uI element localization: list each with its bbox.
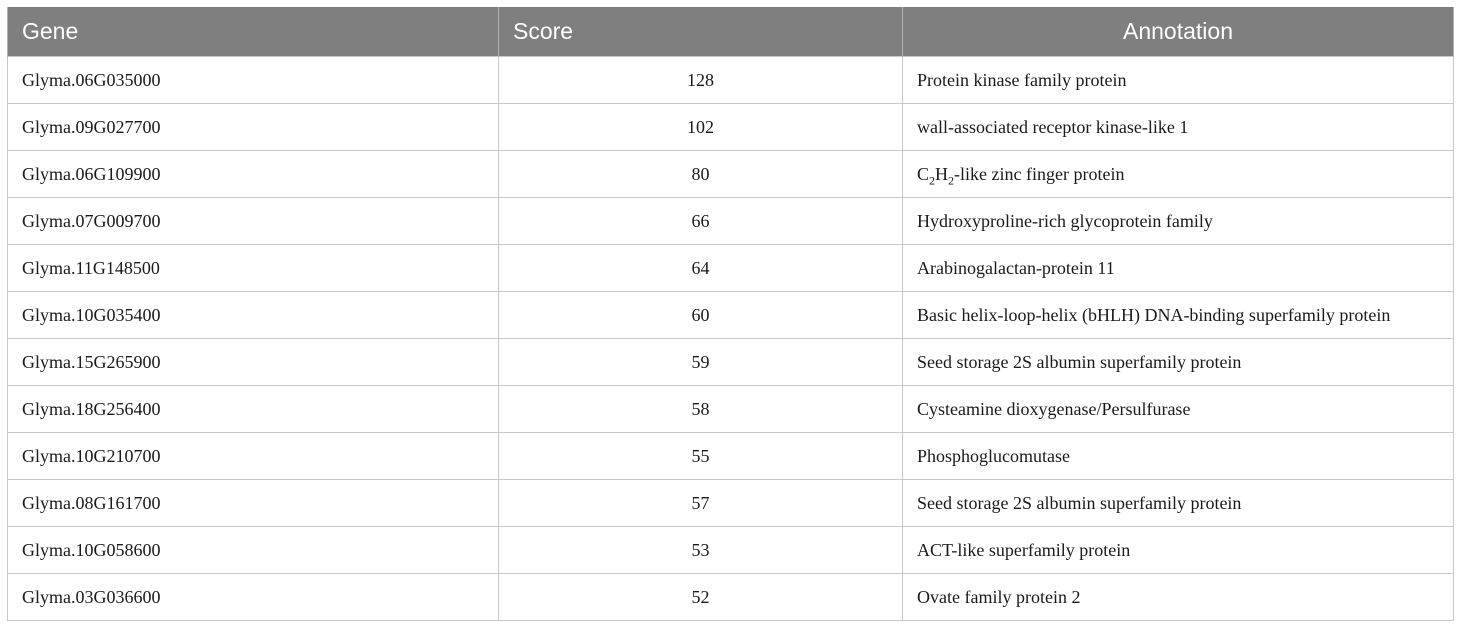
gene-cell: Glyma.10G058600 — [8, 527, 499, 574]
table-row — [8, 527, 1454, 574]
annotation-cell: Basic helix-loop-helix (bHLH) DNA-binding superfamily protein — [903, 292, 1454, 339]
table-row — [8, 104, 1454, 151]
score-cell: 53 — [499, 527, 903, 574]
table-row — [8, 245, 1454, 292]
score-cell: 58 — [499, 386, 903, 433]
table-row — [8, 198, 1454, 245]
gene-cell: Glyma.03G036600 — [8, 574, 499, 621]
table-row — [8, 151, 1454, 198]
score-cell: 102 — [499, 104, 903, 151]
annotation-c: C — [917, 163, 930, 184]
gene-cell: Glyma.10G210700 — [8, 433, 499, 480]
annotation-cell — [903, 151, 1454, 198]
score-cell: 55 — [499, 433, 903, 480]
table-row — [8, 386, 1454, 433]
gene-cell: Glyma.06G035000 — [8, 57, 499, 104]
table-row — [8, 57, 1454, 104]
score-cell: 64 — [499, 245, 903, 292]
score-cell: 66 — [499, 198, 903, 245]
table-row — [8, 480, 1454, 527]
annotation-cell: Protein kinase family protein — [903, 57, 1454, 104]
score-cell: 59 — [499, 339, 903, 386]
annotation-cell: Seed storage 2S albumin superfamily protein — [903, 480, 1454, 527]
annotation-cell: Cysteamine dioxygenase/Persulfurase — [903, 386, 1454, 433]
annotation-subscript-1: 2 — [929, 173, 936, 188]
column-header-annotation: Annotation — [903, 7, 1454, 57]
annotation-subscript-2: 2 — [948, 173, 955, 188]
annotation-cell: ACT-like superfamily protein — [903, 527, 1454, 574]
gene-cell: Glyma.15G265900 — [8, 339, 499, 386]
score-cell: 80 — [499, 151, 903, 198]
annotation-cell: Phosphoglucomutase — [903, 433, 1454, 480]
gene-cell: Glyma.11G148500 — [8, 245, 499, 292]
column-header-score: Score — [499, 7, 903, 57]
gene-cell: Glyma.07G009700 — [8, 198, 499, 245]
table-header-row — [8, 7, 1454, 57]
table-row — [8, 292, 1454, 339]
gene-score-table — [7, 7, 1454, 621]
gene-cell: Glyma.09G027700 — [8, 104, 499, 151]
table-row — [8, 339, 1454, 386]
score-cell: 60 — [499, 292, 903, 339]
score-cell: 128 — [499, 57, 903, 104]
score-cell: 52 — [499, 574, 903, 621]
annotation-cell: wall-associated receptor kinase-like 1 — [903, 104, 1454, 151]
gene-cell: Glyma.06G109900 — [8, 151, 499, 198]
table-row — [8, 433, 1454, 480]
annotation-cell: Seed storage 2S albumin superfamily protein — [903, 339, 1454, 386]
gene-cell: Glyma.10G035400 — [8, 292, 499, 339]
gene-cell: Glyma.08G161700 — [8, 480, 499, 527]
annotation-cell: Hydroxyproline-rich glycoprotein family — [903, 198, 1454, 245]
column-header-gene: Gene — [8, 7, 499, 57]
score-cell: 57 — [499, 480, 903, 527]
annotation-cell: Ovate family protein 2 — [903, 574, 1454, 621]
gene-table-container — [7, 7, 1453, 621]
annotation-cell: Arabinogalactan-protein 11 — [903, 245, 1454, 292]
gene-cell: Glyma.18G256400 — [8, 386, 499, 433]
table-row — [8, 574, 1454, 621]
annotation-rest: -like zinc finger protein — [954, 163, 1125, 184]
annotation-h: H — [935, 163, 949, 184]
